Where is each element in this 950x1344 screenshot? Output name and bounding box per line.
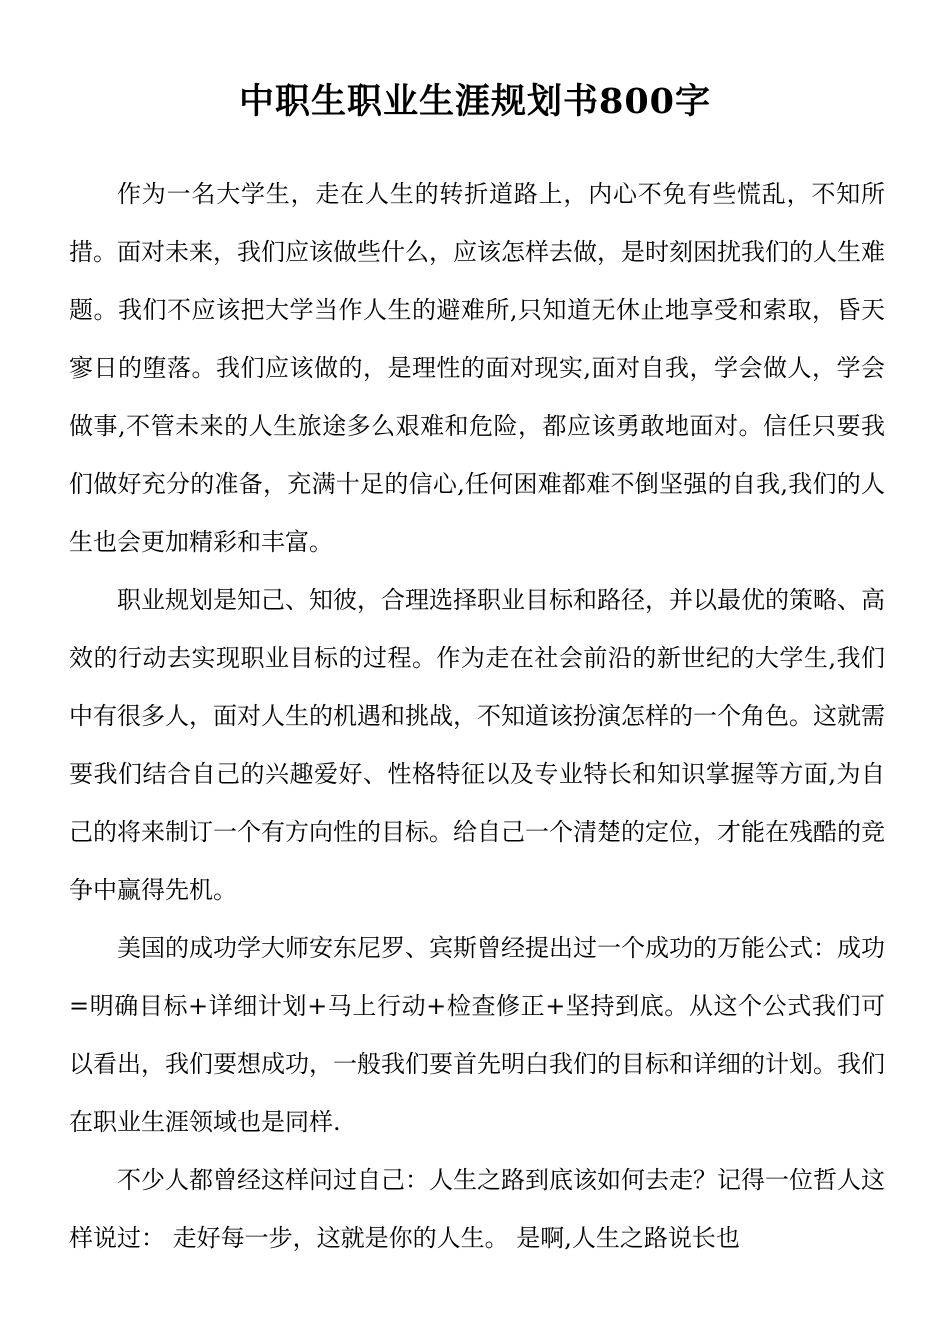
document-title: 中职生职业生涯规划书800字 [238, 81, 712, 122]
paragraph-life-path: 不少人都曾经这样问过自己：人生之路到底该如何去走？记得一位哲人这样说过： 走好每一步，这就是你的人生。 是啊,人生之路说长也 [69, 1166, 885, 1252]
paragraph-success-formula: 美国的成功学大师安东尼罗、宾斯曾经提出过一个成功的万能公式：成功=明确目标+详细计划+马上行动+检查修正+坚持到底。从这个公式我们可以看出，我们要想成功，一般我们要首先明白我们的目标和详细的计划。我们在职业生涯领域也是同样. [69, 934, 885, 1136]
document-body [69, 165, 885, 1267]
paragraph-intro: 作为一名大学生，走在人生的转折道路上，内心不免有些慌乱，不知所措。面对未来，我们应该做些什么，应该怎样去做，是时刻困扰我们的人生难题。我们不应该把大学当作人生的避难所,只知道无休止地享受和索取，昏天寥日的堕落。我们应该做的，是理性的面对现实,面对自我，学会做人，学会做事,不管未来的人生旅途多么艰难和危险，都应该勇敢地面对。信任只要我们做好充分的准备，充满十足的信心,任何困难都难不倒坚强的自我,我们的人生也会更加精彩和丰富。 [69, 180, 885, 556]
paragraph-career-planning: 职业规划是知己、知彼，合理选择职业目标和路径，并以最优的策略、高效的行动去实现职业目标的过程。作为走在社会前沿的新世纪的大学生,我们中有很多人，面对人生的机遇和挑战，不知道该扮演怎样的一个角色。这就需要我们结合自己的兴趣爱好、性格特征以及专业特长和知识掌握等方面,为自己的将来制订一个有方向性的目标。给自己一个清楚的定位，才能在残酷的竞争中赢得先机。 [69, 586, 885, 904]
